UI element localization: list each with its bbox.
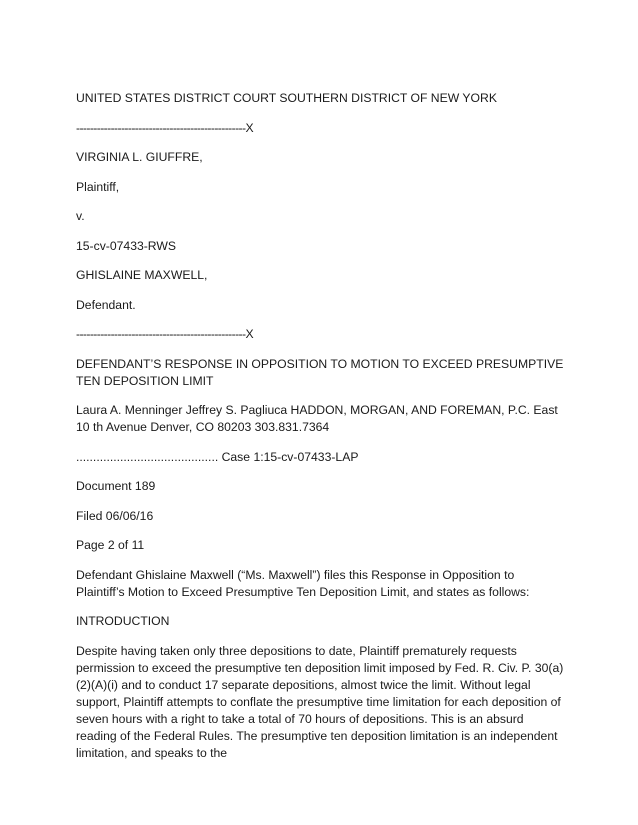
filed-date: Filed 06/06/16 <box>76 508 154 523</box>
counsel-block: Laura A. Menninger Jeffrey S. Pagliuca HADDON, MORGAN, AND FOREMAN, P.C. East 10 th Avenue Denver, CO 80203 303.831.7364 <box>76 403 558 434</box>
defendant-label: Defendant. <box>76 297 136 312</box>
page-count: Page 2 of 11 <box>76 538 145 552</box>
document-number: Document 189 <box>76 479 156 493</box>
body-paragraph: Despite having taken only three depositions to date, Plaintiff prematurely requests permission to exceed the presumptive ten deposition limit imposed by Fed. R. Civ. P. 30(a)(2)(A)(i) and to conduct 17 separate depositions, almost twice the limit. Without legal support, Plaintiff attempts to conflate the presumptive time limitation for each deposition of seven hours with a right to take a total of 70 hours of depositions. This is an absurd reading of the Federal Rules. The presumptive ten deposition limitation is an independent limitation, and speaks to the <box>76 643 564 760</box>
case-number: 15-cv-07433-RWS <box>76 238 177 253</box>
plaintiff-label: Plaintiff, <box>76 179 120 194</box>
versus-text: v. <box>76 209 85 223</box>
intro-paragraph: Defendant Ghislaine Maxwell (“Ms. Maxwell”) files this Response in Opposition to Plaintiff’s Motion to Exceed Presumptive Ten Deposition Limit, and states as follows: <box>76 567 530 599</box>
document-title: DEFENDANT’S RESPONSE IN OPPOSITION TO MOTION TO EXCEED PRESUMPTIVE TEN DEPOSITION LIMIT <box>76 356 564 388</box>
document-body <box>76 90 566 774</box>
caption-separator-bottom: -------------------------------------------------X <box>76 327 253 341</box>
defendant-name: GHISLAINE MAXWELL, <box>76 268 208 282</box>
plaintiff-name: VIRGINIA L. GIUFFRE, <box>76 150 203 164</box>
case-reference: .......................................... Case 1:15-cv-07433-LAP <box>76 449 359 464</box>
section-heading-introduction: INTRODUCTION <box>76 614 170 628</box>
caption-separator-top: -------------------------------------------------X <box>76 120 253 135</box>
court-heading: UNITED STATES DISTRICT COURT SOUTHERN DISTRICT OF NEW YORK <box>76 91 497 105</box>
